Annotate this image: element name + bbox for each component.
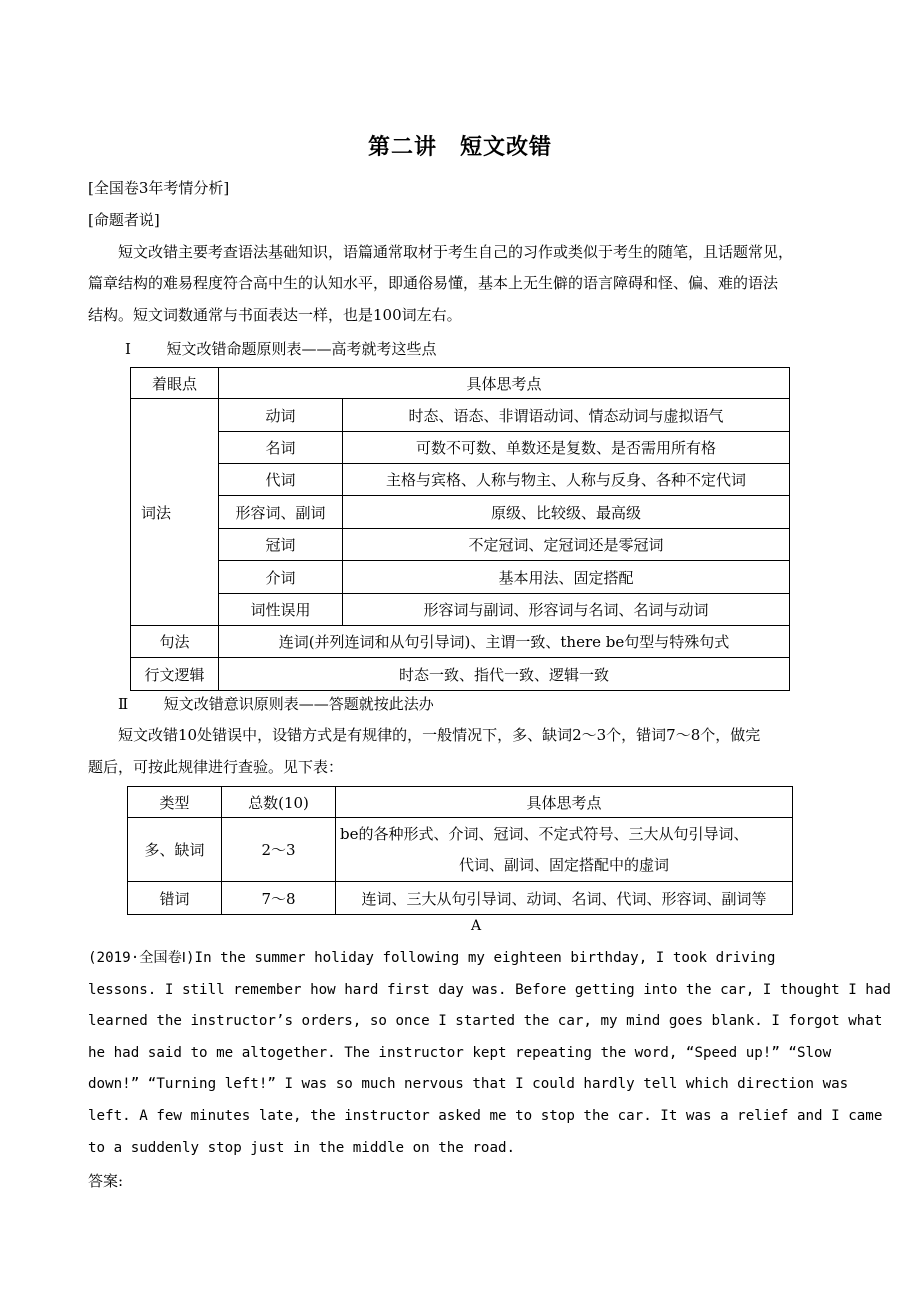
passage-line: he had said to me altogether. The instructor kept repeating the word, “Speed up!” “Slow bbox=[88, 1044, 832, 1061]
table1-type: 代词 bbox=[219, 464, 343, 496]
table1-syntax-label: 句法 bbox=[131, 626, 219, 658]
para2-line-2: 题后，可按此规律进行查验。见下表： bbox=[88, 758, 344, 776]
table1-group-morphology: 词法 bbox=[131, 399, 219, 626]
table2-count: 7～8 bbox=[222, 882, 336, 915]
intro-line-3: 结构。短文词数通常与书面表达一样，也是100词左右。 bbox=[88, 306, 462, 324]
passage-label: A bbox=[470, 918, 482, 934]
answer-label: 答案: bbox=[88, 1172, 124, 1190]
table1-header-points: 具体思考点 bbox=[219, 368, 790, 399]
section-2-heading bbox=[118, 693, 434, 714]
table1-type: 名词 bbox=[219, 432, 343, 464]
passage-line: left. A few minutes late, the instructor asked me to stop the car. It was a relief and I came bbox=[88, 1107, 883, 1124]
table1-points: 形容词与副词、形容词与名词、名词与动词 bbox=[343, 594, 790, 626]
table1-type: 形容词、副词 bbox=[219, 496, 343, 529]
table1-points: 不定冠词、定冠词还是零冠词 bbox=[343, 529, 790, 561]
table2-points: 连词、三大从句引导词、动词、名词、代词、形容词、副词等 bbox=[336, 882, 793, 915]
passage-line: (2019·全国卷Ⅰ)In the summer holiday following my eighteen birthday, I took driving bbox=[88, 950, 776, 966]
table1-type: 词性误用 bbox=[219, 594, 343, 626]
passage-line: down!” “Turning left!” I was so much nervous that I could hardly tell which direction was bbox=[88, 1076, 849, 1093]
table1-points: 原级、比较级、最高级 bbox=[343, 496, 790, 529]
table1-type: 冠词 bbox=[219, 529, 343, 561]
table1-points: 主格与宾格、人称与物主、人称与反身、各种不定代词 bbox=[343, 464, 790, 496]
table2-header-points: 具体思考点 bbox=[336, 787, 793, 818]
para2-line-1: 短文改错10处错误中，设错方式是有规律的，一般情况下，多、缺词2～3个，错词7～8个，做完 bbox=[118, 726, 761, 744]
intro-line-2: 篇章结构的难易程度符合高中生的认知水平，即通俗易懂，基本上无生僻的语言障碍和怪、偏、难的语法 bbox=[88, 274, 779, 292]
table1-points: 可数不可数、单数还是复数、是否需用所有格 bbox=[343, 432, 790, 464]
intro-line-1: 短文改错主要考查语法基础知识，语篇通常取材于考生自己的习作或类似于考生的随笔，且话题常见， bbox=[118, 243, 794, 261]
passage-line: to a suddenly stop just in the middle on the road. bbox=[88, 1139, 516, 1156]
analysis-heading: [全国卷3年考情分析] bbox=[88, 179, 230, 197]
table2-points bbox=[336, 818, 793, 882]
proposer-heading: [命题者说] bbox=[88, 211, 160, 229]
table2-header-type: 类型 bbox=[128, 787, 222, 818]
passage-line: lessons. I still remember how hard first day was. Before getting into the car, I thought I had bbox=[88, 981, 891, 998]
table2-header-count: 总数(10) bbox=[222, 787, 336, 818]
table2-count: 2～3 bbox=[222, 818, 336, 882]
principle-table bbox=[130, 367, 790, 691]
table2-type: 错词 bbox=[128, 882, 222, 915]
table2-points-line-2: 代词、副词、固定搭配中的虚词 bbox=[458, 855, 669, 874]
table2-points-line-1: be的各种形式、介词、冠词、不定式符号、三大从句引导词、 bbox=[340, 824, 749, 843]
table1-type: 动词 bbox=[219, 399, 343, 432]
table2-type: 多、缺词 bbox=[128, 818, 222, 882]
table1-points: 时态、语态、非谓语动词、情态动词与虚拟语气 bbox=[343, 399, 790, 432]
section-2-number: Ⅱ bbox=[118, 695, 129, 713]
table1-header-focus: 着眼点 bbox=[131, 368, 219, 399]
table1-type: 介词 bbox=[219, 561, 343, 594]
section-1-title: 短文改错命题原则表——高考就考这些点 bbox=[166, 340, 437, 358]
passage bbox=[88, 943, 891, 1164]
table1-syntax-points: 连词(并列连词和从句引导词)、主谓一致、there be句型与特殊句式 bbox=[219, 626, 790, 658]
passage-line: learned the instructor’s orders, so once I started the car, my mind goes blank. I forgot what bbox=[88, 1013, 883, 1030]
section-2-title: 短文改错意识原则表——答题就按此法办 bbox=[163, 695, 434, 713]
table1-logic-label: 行文逻辑 bbox=[131, 658, 219, 691]
table1-points: 基本用法、固定搭配 bbox=[343, 561, 790, 594]
page-title: 第二讲 短文改错 bbox=[367, 135, 552, 160]
awareness-table bbox=[127, 786, 793, 915]
section-1-number: Ⅰ bbox=[125, 340, 131, 358]
table1-logic-points: 时态一致、指代一致、逻辑一致 bbox=[219, 658, 790, 691]
section-1-heading bbox=[125, 338, 437, 359]
